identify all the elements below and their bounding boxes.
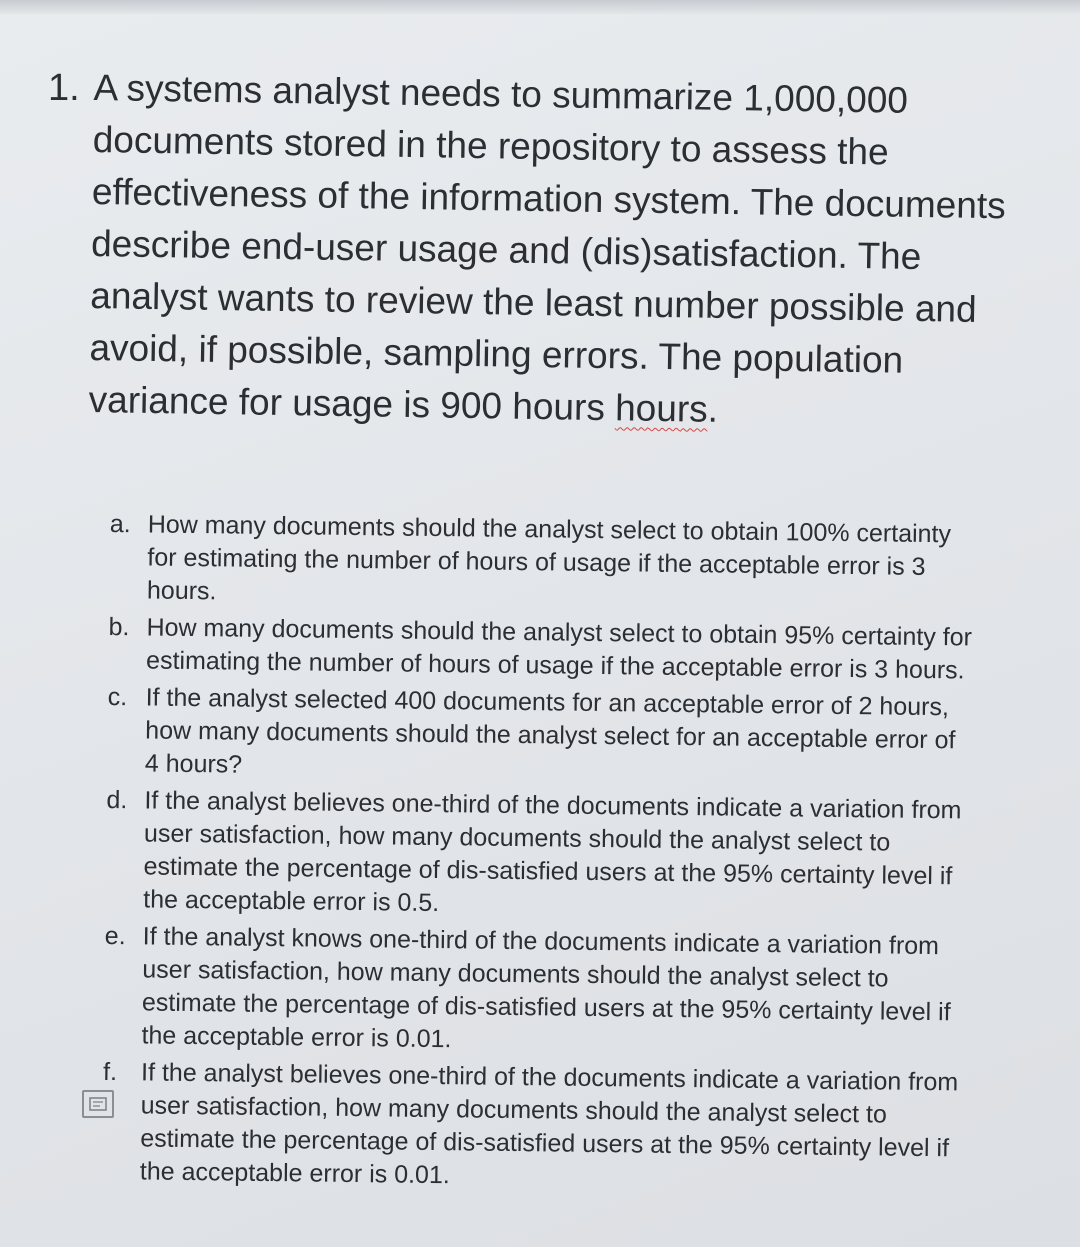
sub-question-b: [108, 611, 1009, 688]
sub-question-text: If the analyst believes one-third of the documents indicate a variation from user satisfaction, how many documents should the analyst select to estimate the percentage of dis-satisfied users at the 95% certainty level if the acceptable error is 0.01.: [139, 1058, 959, 1190]
sub-question-letter: e.: [104, 921, 126, 951]
selection-box-glyph: [89, 1097, 107, 1111]
sub-question-f: [102, 1056, 1004, 1199]
sub-question-text: If the analyst selected 400 documents for an acceptable error of 2 hours, how many documents should the analyst select for an acceptable error of 4 hours?: [144, 683, 956, 779]
question-number: 1.: [48, 67, 80, 109]
sub-question-letter: b.: [108, 612, 130, 642]
screen-top-edge: [0, 0, 1080, 14]
selection-box-icon[interactable]: [82, 1090, 114, 1118]
sub-question-text: If the analyst believes one-third of the documents indicate a variation from user satisfaction, how many documents should the analyst select to estimate the percentage of dis-satisfied users at the 95% certainty level if the acceptable error is 0.5.: [143, 786, 962, 918]
question-text: [88, 62, 1014, 440]
sub-question-list: [102, 508, 1010, 1203]
sub-question-text: How many documents should the analyst select to obtain 100% certainty for estimating the number of hours of usage if the acceptable error is 3 hours.: [146, 510, 952, 606]
sub-question-text: If the analyst knows one-third of the documents indicate a variation from user satisfaction, how many documents should the analyst select to estimate the percentage of dis-satisfied users at the 95% certainty level if the acceptable error is 0.01.: [141, 922, 951, 1054]
sub-question-letter: f.: [102, 1057, 118, 1087]
sub-question-letter: a.: [109, 509, 131, 539]
sub-question-c: [107, 681, 1008, 791]
sub-question-text: How many documents should the analyst select to obtain 95% certainty for estimating the number of hours of usage if the acceptable error is 3 hours.: [145, 613, 973, 685]
sub-question-letter: c.: [107, 682, 128, 712]
sub-question-letter: d.: [106, 785, 128, 815]
question-body: A systems analyst needs to summarize 1,000,000 documents stored in the repository to assess the effectiveness of the information system. The documents describe end-user usage and (dis)satisfaction. The analyst wants to review the least number possible and avoid, if possible, sampling errors. The population variance for usage is 900 hours: [88, 66, 1007, 429]
sub-question-e: [103, 920, 1005, 1063]
sub-question-d: [105, 784, 1007, 927]
spellcheck-underlined-word: hours: [614, 387, 709, 430]
question-end-punctuation: .: [707, 388, 719, 430]
question-block: [48, 62, 1038, 430]
sub-question-a: [109, 508, 1010, 618]
